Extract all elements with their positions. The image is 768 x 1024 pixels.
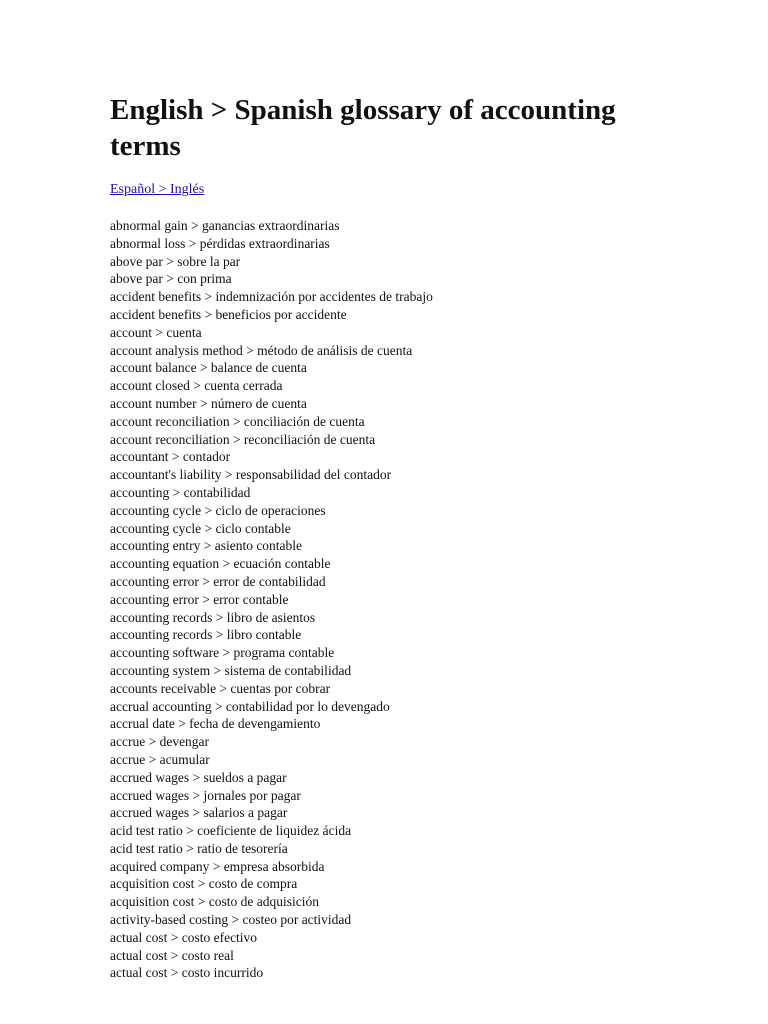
glossary-entry: abnormal gain > ganancias extraordinarias	[110, 218, 340, 233]
glossary-entry: actual cost > costo real	[110, 947, 234, 963]
glossary-list	[110, 217, 433, 982]
glossary-entry: accounting cycle > ciclo de operaciones	[110, 502, 326, 518]
glossary-entry: acid test ratio > ratio de tesorería	[110, 840, 288, 856]
glossary-entry: abnormal loss > pérdidas extraordinarias	[110, 235, 330, 251]
glossary-entry: accrue > devengar	[110, 734, 210, 750]
glossary-entry: account reconciliation > reconciliación de cuenta	[110, 431, 376, 447]
glossary-entry: accrual date > fecha de devengamiento	[110, 716, 321, 732]
glossary-entry: accrued wages > sueldos a pagar	[110, 769, 287, 785]
glossary-entry: accident benefits > beneficios por accidente	[110, 306, 347, 322]
glossary-entry: accounting records > libro contable	[110, 627, 302, 643]
glossary-entry: account closed > cuenta cerrada	[110, 378, 283, 394]
glossary-entry: account analysis method > método de análisis de cuenta	[110, 342, 413, 358]
glossary-entry: account number > número de cuenta	[110, 395, 307, 411]
glossary-entry: accounting records > libro de asientos	[110, 609, 316, 625]
language-switch-link[interactable]: Español > Inglés	[110, 182, 205, 197]
glossary-entry: accrual accounting > contabilidad por lo devengado	[110, 698, 390, 714]
glossary-entry: accounting cycle > ciclo contable	[110, 520, 291, 536]
glossary-entry: actual cost > costo incurrido	[110, 965, 264, 981]
glossary-entry: activity-based costing > costeo por actividad	[110, 912, 352, 928]
glossary-entry: accounting software > programa contable	[110, 645, 335, 661]
glossary-entry: accrue > acumular	[110, 751, 210, 767]
glossary-entry: acquisition cost > costo de compra	[110, 876, 298, 892]
glossary-entry: accounting > contabilidad	[110, 484, 251, 500]
glossary-entry: accountant's liability > responsabilidad del contador	[110, 467, 392, 483]
glossary-entry: account > cuenta	[110, 324, 202, 340]
glossary-entry: actual cost > costo efectivo	[110, 929, 258, 945]
glossary-entry: accounting error > error contable	[110, 591, 289, 607]
glossary-entry: accrued wages > jornales por pagar	[110, 787, 301, 803]
glossary-entry: accountant > contador	[110, 449, 231, 465]
glossary-entry: accrued wages > salarios a pagar	[110, 805, 288, 821]
glossary-entry: acid test ratio > coeficiente de liquidez ácida	[110, 823, 352, 839]
glossary-entry: accounting equation > ecuación contable	[110, 556, 331, 572]
glossary-entry: accounting error > error de contabilidad	[110, 573, 326, 589]
glossary-entry: account reconciliation > conciliación de cuenta	[110, 413, 365, 429]
page-title: English > Spanish glossary of accounting terms	[110, 94, 616, 162]
glossary-entry: accounting system > sistema de contabilidad	[110, 662, 352, 678]
glossary-entry: account balance > balance de cuenta	[110, 360, 307, 376]
glossary-entry: acquired company > empresa absorbida	[110, 858, 325, 874]
glossary-entry: accident benefits > indemnización por accidentes de trabajo	[110, 289, 433, 305]
glossary-entry: above par > sobre la par	[110, 253, 241, 269]
glossary-entry: accounting entry > asiento contable	[110, 538, 303, 554]
glossary-entry: above par > con prima	[110, 271, 232, 287]
glossary-entry: acquisition cost > costo de adquisición	[110, 894, 319, 910]
glossary-entry: accounts receivable > cuentas por cobrar	[110, 680, 331, 696]
